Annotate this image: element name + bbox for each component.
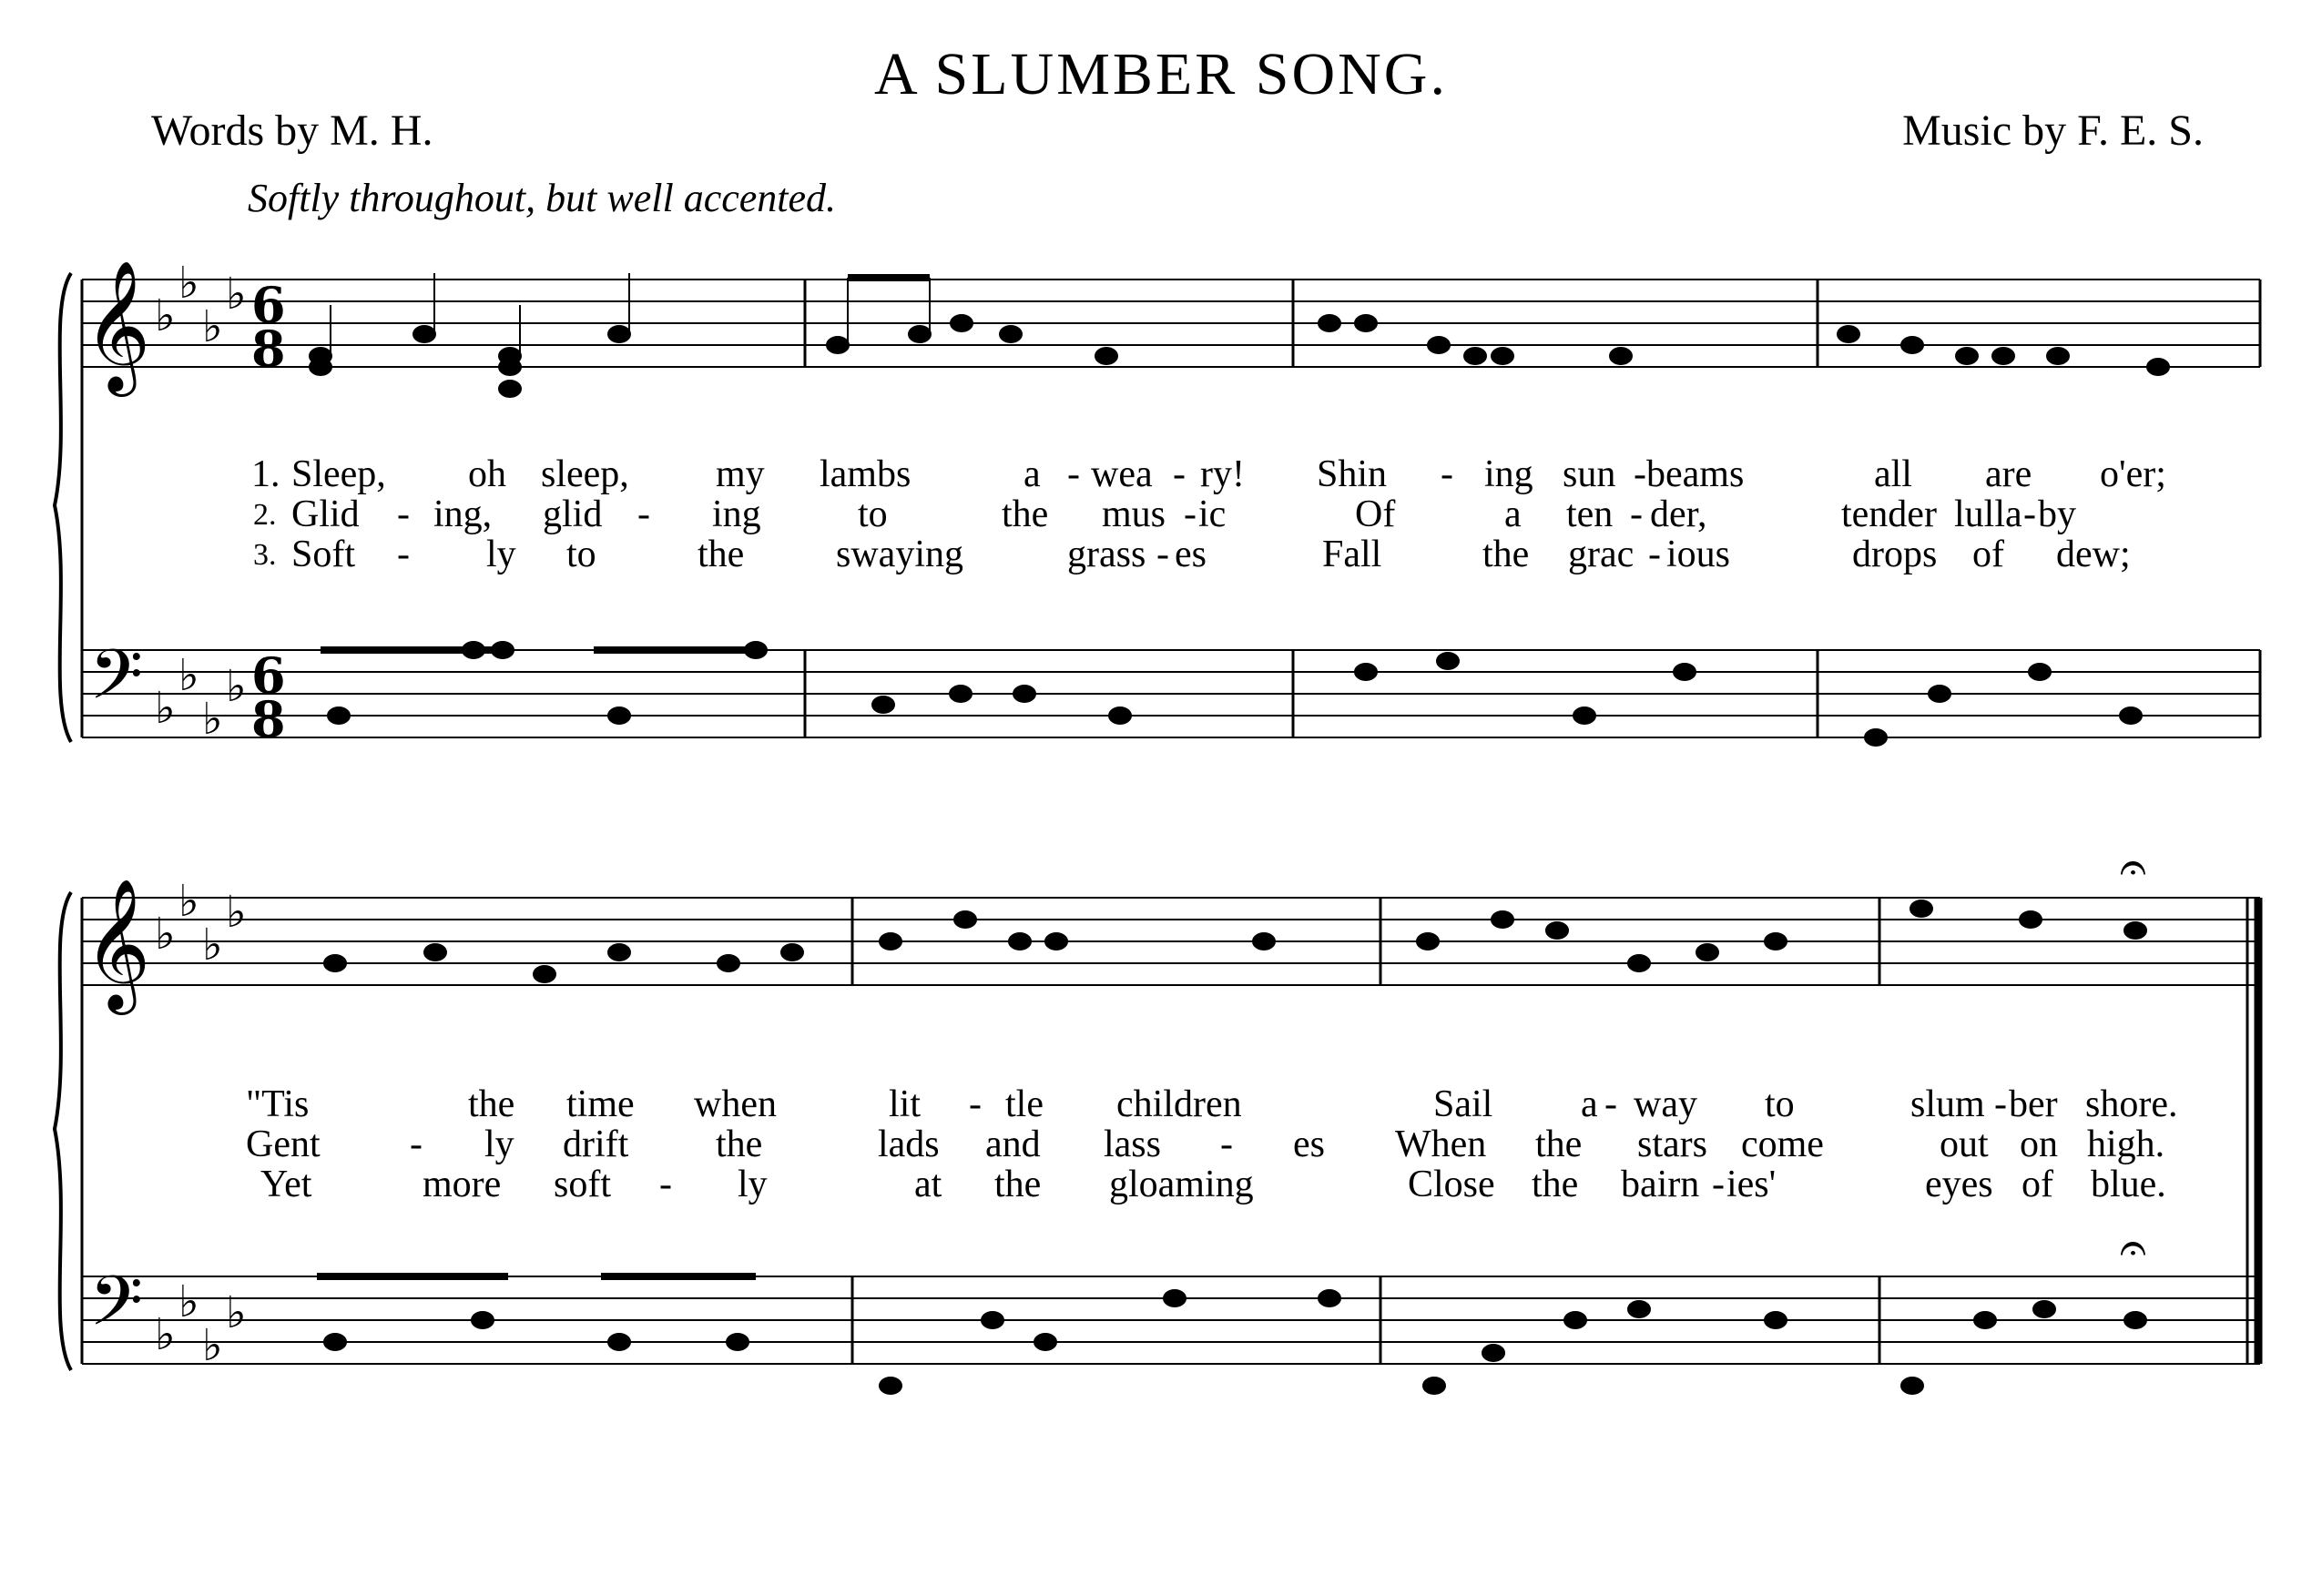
lyric-syllable: Glid: [291, 493, 360, 535]
svg-text:6: 6: [251, 646, 286, 705]
svg-text:♭: ♭: [178, 876, 199, 927]
lyric-syllable: eyes: [1925, 1164, 1993, 1205]
lyric-syllable: at: [914, 1164, 942, 1205]
system2-bass-staff: [82, 1276, 2260, 1364]
svg-text:♭: ♭: [226, 1287, 247, 1338]
svg-text:8: 8: [251, 690, 286, 748]
system2-barlines: [82, 898, 1879, 1364]
lyric-hyphen: -: [1712, 1164, 1725, 1205]
lyric-syllable: oh: [468, 453, 506, 495]
lyric-syllable: to: [566, 534, 596, 575]
lyric-syllable: ies': [1726, 1164, 1777, 1205]
lyric-syllable: soft: [554, 1164, 611, 1205]
lyric-syllable: the: [1002, 493, 1049, 535]
svg-text:♭: ♭: [178, 650, 199, 701]
lyric-syllable: high.: [2087, 1123, 2165, 1165]
svg-text:♭: ♭: [202, 694, 223, 745]
lyric-verse-number: 3.: [253, 538, 277, 572]
system1-treble-staff: [82, 280, 2260, 367]
music-credit: Music by F. E. S.: [1902, 107, 2204, 155]
lyric-verse-number: 1.: [251, 453, 280, 495]
fermata-icon: 𝄐: [2120, 840, 2146, 895]
lyric-hyphen: -: [1648, 534, 1661, 575]
lyric-syllable: grass: [1067, 534, 1146, 575]
lyric-syllable: o'er;: [2100, 453, 2166, 495]
lyric-syllable: lambs: [820, 453, 911, 495]
svg-text:♭: ♭: [155, 1309, 176, 1360]
svg-text:♭: ♭: [202, 920, 223, 971]
svg-text:♭: ♭: [155, 683, 176, 734]
words-credit: Words by M. H.: [151, 107, 433, 155]
lyric-syllable: on: [2020, 1123, 2058, 1165]
lyric-syllable: drift: [563, 1123, 629, 1165]
lyric-syllable: the: [1535, 1123, 1583, 1165]
lyric-syllable: der,: [1650, 493, 1707, 535]
lyric-syllable: a: [1504, 493, 1522, 535]
lyric-syllable: Sleep,: [291, 453, 386, 495]
lyric-syllable: sun: [1563, 453, 1616, 495]
lyric-hyphen: -: [1067, 453, 1080, 495]
lyric-syllable: lulla: [1954, 493, 2022, 535]
lyric-syllable: the: [698, 534, 745, 575]
lyric-syllable: a: [1024, 453, 1041, 495]
lyric-syllable: out: [1940, 1123, 1989, 1165]
lyric-syllable: the: [716, 1123, 763, 1165]
lyric-syllable: ry!: [1200, 453, 1245, 495]
lyric-syllable: es: [1293, 1123, 1325, 1165]
lyric-syllable: sleep,: [541, 453, 629, 495]
lyric-hyphen: -: [410, 1123, 423, 1165]
tempo-marking: Softly throughout, but well accented.: [248, 176, 837, 220]
lyric-syllable: drops: [1852, 534, 1938, 575]
lyric-syllable: to: [858, 493, 888, 535]
lyric-syllable: my: [716, 453, 765, 495]
lyric-verse-number: 2.: [253, 498, 277, 532]
lyric-syllable: a: [1581, 1083, 1598, 1125]
svg-text:♭: ♭: [202, 301, 223, 352]
lyric-syllable: the: [1532, 1164, 1579, 1205]
lyric-syllable: way: [1634, 1083, 1697, 1125]
lyric-hyphen: -: [1604, 1083, 1617, 1125]
lyric-syllable: children: [1116, 1083, 1242, 1125]
svg-text:♭: ♭: [155, 909, 176, 960]
lyric-syllable: When: [1395, 1123, 1487, 1165]
svg-text:♭: ♭: [155, 290, 176, 341]
lyric-syllable: shore.: [2085, 1083, 2178, 1125]
lyric-syllable: lass: [1104, 1123, 1161, 1165]
lyric-syllable: tender: [1841, 493, 1937, 535]
lyric-syllable: time: [566, 1083, 635, 1125]
lyric-syllable: gloaming: [1109, 1164, 1254, 1205]
lyric-syllable: ly: [486, 534, 516, 575]
key-signature-flats: [155, 258, 247, 1371]
lyric-syllable: swaying: [836, 534, 963, 575]
lyric-syllable: Shin: [1317, 453, 1388, 495]
lyric-syllable: Gent: [246, 1123, 321, 1165]
lyric-syllable: the: [994, 1164, 1042, 1205]
lyric-syllable: slum: [1910, 1083, 1985, 1125]
song-title: A SLUMBER SONG.: [874, 41, 1448, 107]
lyric-hyphen: -: [1173, 453, 1186, 495]
lyric-hyphen: -: [397, 534, 410, 575]
svg-text:8: 8: [251, 320, 286, 378]
lyric-syllable: stars: [1637, 1123, 1707, 1165]
lyric-syllable: all: [1874, 453, 1912, 495]
lyric-syllable: "Tis: [246, 1083, 310, 1125]
lyric-syllable: ing: [712, 493, 761, 535]
lyric-syllable: more: [423, 1164, 502, 1205]
lyric-hyphen: -: [1156, 534, 1169, 575]
lyric-syllable: ber: [2009, 1083, 2058, 1125]
lyric-hyphen: -: [659, 1164, 672, 1205]
lyric-syllable: beams: [1646, 453, 1745, 495]
lyric-syllable: ly: [738, 1164, 768, 1205]
lyric-syllable: ing: [1484, 453, 1533, 495]
fermata-icon: 𝄐: [2120, 1221, 2146, 1276]
svg-text:♭: ♭: [226, 269, 247, 320]
svg-text:♭: ♭: [202, 1320, 223, 1371]
system2-brace: [55, 892, 71, 1370]
lyric-syllable: es: [1175, 534, 1207, 575]
bass-clef-icon: 𝄢: [89, 1261, 144, 1358]
lyric-syllable: bairn: [1621, 1164, 1700, 1205]
lyric-syllable: Soft: [291, 534, 356, 575]
final-barline: [2247, 898, 2258, 1364]
lyric-syllable: glid: [543, 493, 603, 535]
lyric-syllable: blue.: [2091, 1164, 2166, 1205]
lyric-syllable: to: [1765, 1083, 1795, 1125]
svg-text:♭: ♭: [226, 661, 247, 712]
lyric-syllable: ious: [1666, 534, 1731, 575]
lyric-hyphen: -: [1184, 493, 1197, 535]
lyric-hyphen: -: [2023, 493, 2036, 535]
lyric-syllable: dew;: [2056, 534, 2131, 575]
lyric-syllable: ten: [1566, 493, 1614, 535]
lyric-syllable: of: [1972, 534, 2004, 575]
system1-brace: [55, 273, 71, 742]
lyric-hyphen: -: [397, 493, 410, 535]
lyric-syllable: and: [985, 1123, 1041, 1165]
bass-clef-icon: 𝄢: [89, 635, 144, 732]
lyric-syllable: ing,: [433, 493, 493, 535]
svg-text:♭: ♭: [226, 887, 247, 938]
treble-clef-icon: 𝄞: [84, 260, 151, 391]
lyric-syllable: by: [2038, 493, 2076, 535]
lyric-hyphen: -: [1994, 1083, 2007, 1125]
lyric-syllable: wea: [1091, 453, 1153, 495]
svg-text:♭: ♭: [178, 258, 199, 309]
lyric-hyphen: -: [1634, 453, 1646, 495]
lyric-syllable: ly: [484, 1123, 514, 1165]
lyric-hyphen: -: [1630, 493, 1643, 535]
lyric-syllable: when: [694, 1083, 777, 1125]
lyric-hyphen: -: [637, 493, 650, 535]
lyric-syllable: Of: [1355, 493, 1396, 535]
lyric-syllable: Yet: [260, 1164, 312, 1205]
lyric-syllable: lit: [889, 1083, 922, 1125]
lyric-syllable: Sail: [1433, 1083, 1493, 1125]
lyric-syllable: of: [2022, 1164, 2053, 1205]
lyric-syllable: mus: [1102, 493, 1166, 535]
svg-text:♭: ♭: [178, 1276, 199, 1327]
lyric-hyphen: -: [969, 1083, 982, 1125]
lyric-syllable: the: [1482, 534, 1530, 575]
lyric-syllable: grac: [1568, 534, 1635, 575]
lyric-syllable: come: [1741, 1123, 1824, 1165]
lyric-syllable: ic: [1198, 493, 1227, 535]
lyric-syllable: lads: [878, 1123, 940, 1165]
treble-clef-icon: 𝄞: [84, 879, 151, 1010]
svg-text:6: 6: [251, 276, 286, 334]
system2-treble-staff: [82, 898, 2260, 985]
lyric-syllable: are: [1985, 453, 2032, 495]
lyric-hyphen: -: [1220, 1123, 1233, 1165]
lyric-syllable: tle: [1005, 1083, 1044, 1125]
lyric-syllable: Close: [1408, 1164, 1495, 1205]
lyric-hyphen: -: [1441, 453, 1453, 495]
lyric-syllable: the: [468, 1083, 515, 1125]
notes: [310, 273, 2169, 1394]
lyric-syllable: Fall: [1322, 534, 1382, 575]
